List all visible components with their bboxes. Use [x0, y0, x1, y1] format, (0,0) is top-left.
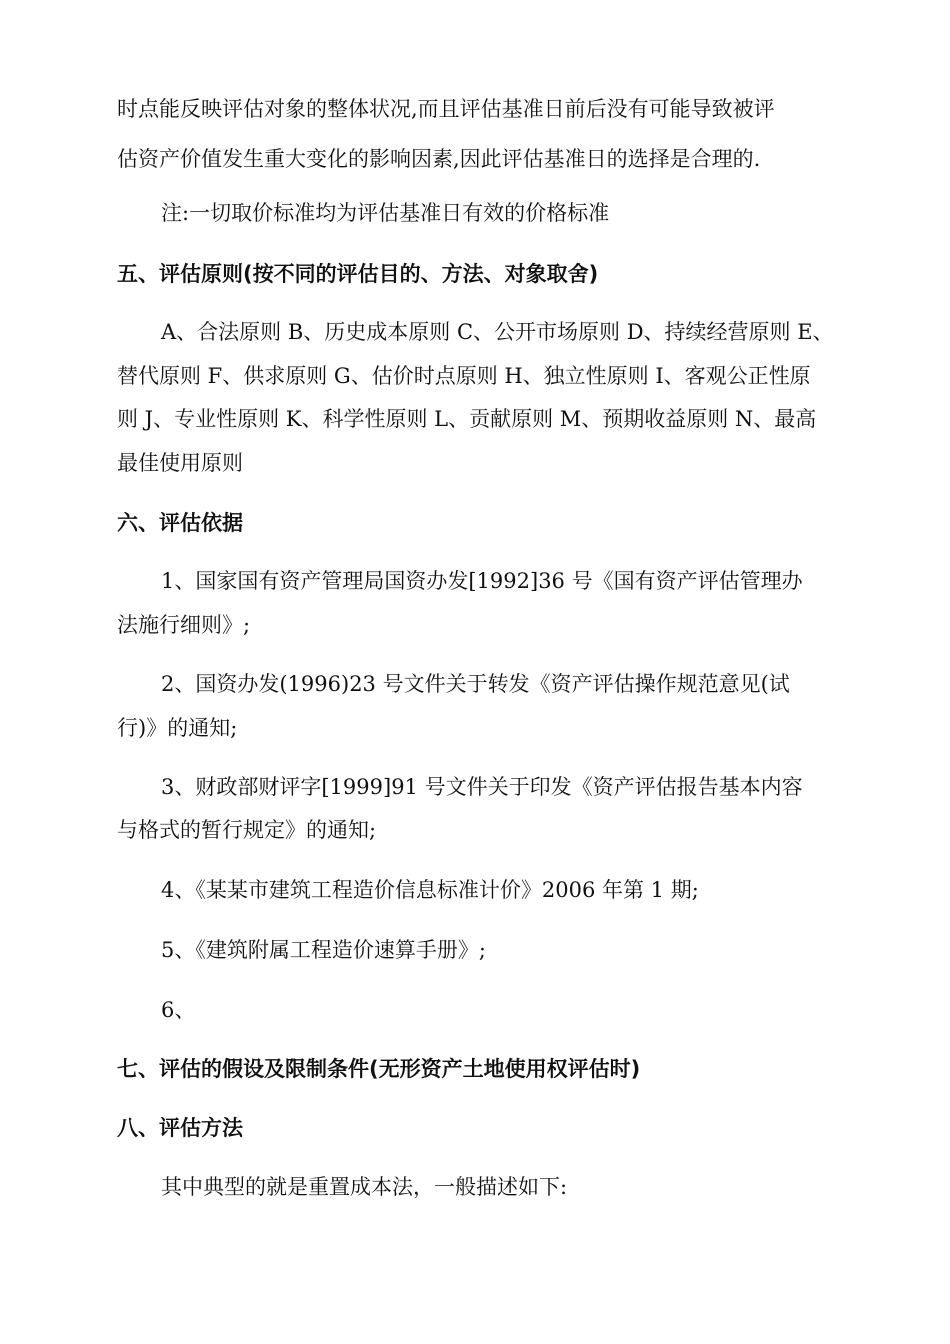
principles-line-4: 最佳使用原则 — [117, 451, 243, 475]
basis-item-2-line-1: 2、国资办发(1996)23 号文件关于转发《资产评估操作规范意见(试 — [161, 672, 790, 696]
method-description: 其中典型的就是重置成本法，一般描述如下: — [161, 1175, 568, 1199]
principles-line-1: A、合法原则 B、历史成本原则 C、公开市场原则 D、持续经营原则 E、 — [161, 320, 834, 344]
section-6-heading: 六、评估依据 — [117, 511, 243, 535]
section-8-heading: 八、评估方法 — [117, 1116, 243, 1140]
basis-item-4: 4、《某某市建筑工程造价信息标准计价》2006 年第 1 期; — [161, 878, 699, 902]
basis-item-1-line-1: 1、国家国有资产管理局国资办发[1992]36 号《国有资产评估管理办 — [161, 569, 803, 593]
price-standard-note: 注:一切取价标准均为评估基准日有效的价格标准 — [161, 201, 610, 225]
section-5-heading: 五、评估原则(按不同的评估目的、方法、对象取舍) — [117, 262, 599, 286]
basis-item-5: 5、《建筑附属工程造价速算手册》; — [161, 938, 486, 962]
principles-line-2: 替代原则 F、供求原则 G、估价时点原则 H、独立性原则 I、客观公正性原 — [117, 364, 811, 388]
principles-line-3: 则 J、专业性原则 K、科学性原则 L、贡献原则 M、预期收益原则 N、最高 — [117, 407, 817, 431]
intro-paragraph-line-2: 估资产价值发生重大变化的影响因素,因此评估基准日的选择是合理的. — [117, 147, 761, 171]
basis-item-3-line-2: 与格式的暂行规定》的通知; — [117, 818, 377, 842]
basis-item-6: 6、 — [161, 998, 196, 1022]
intro-paragraph-line-1: 时点能反映评估对象的整体状况,而且评估基准日前后没有可能导致被评 — [117, 97, 775, 121]
basis-item-3-line-1: 3、财政部财评字[1999]91 号文件关于印发《资产评估报告基本内容 — [161, 775, 803, 799]
basis-item-1-line-2: 法施行细则》; — [117, 613, 251, 637]
section-7-heading: 七、评估的假设及限制条件(无形资产土地使用权评估时) — [117, 1057, 641, 1081]
basis-item-2-line-2: 行)》的通知; — [117, 716, 238, 740]
